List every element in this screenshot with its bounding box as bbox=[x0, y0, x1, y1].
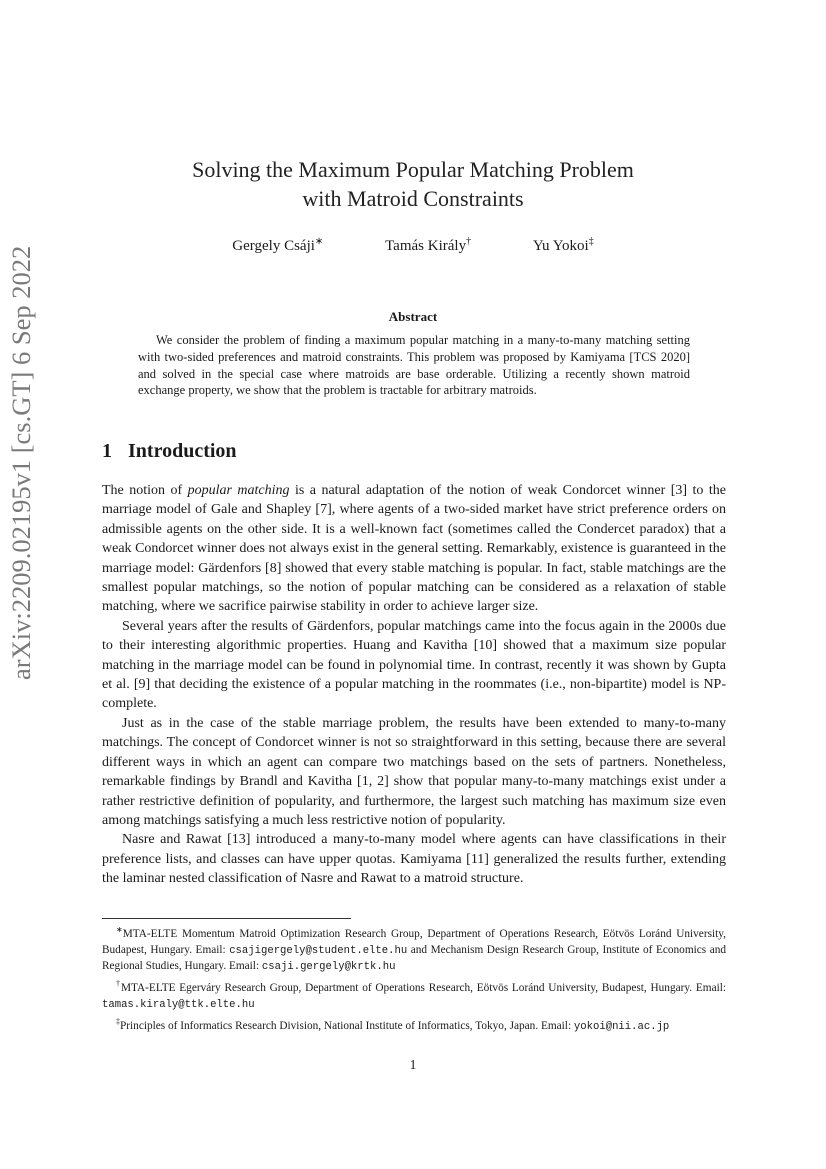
abstract-text: We consider the problem of finding a maximum popular matching in a many-to-many matching setting with two-sided preferences and matroid constraints. This problem was proposed by Kamiyama [TCS 2020] and solved in the special case where matroids are base orderable. Utilizing a recently shown matroid exchange property, we show that the problem is tractable for arbitrary matroids. bbox=[138, 333, 690, 398]
footnote: †MTA-ELTE Egerváry Research Group, Department of Operations Research, Eötvös Loránd University, Budapest, Hungary. Email: tamas.kiraly@ttk.elte.hu bbox=[102, 979, 727, 1011]
affiliation-mark: ∗ bbox=[314, 236, 324, 247]
page-number: 1 bbox=[409, 1057, 417, 1072]
footnotes bbox=[102, 922, 726, 1035]
paragraph: Nasre and Rawat [13] introduced a many-to-many model where agents can have classifications in their preference lists, and classes can have upper quotas. Kamiyama [11] generalized the results further, extending the laminar nested classification of Nasre and Rawat to a matroid structure. bbox=[102, 832, 726, 887]
email-link[interactable]: csajigergely@student.elte.hu bbox=[229, 944, 408, 957]
author: Tamás Király† bbox=[385, 236, 472, 254]
footnote: ∗MTA-ELTE Momentum Matroid Optimization Research Group, Department of Operations Research, Eötvös Loránd University, Budapest, Hungary. Email: csajigergely@student.elte.hu and Mechanism Design Research Group, Institute of Economics and Regional Studies, Hungary. Email: csaji.gergely@krtk.hu bbox=[102, 925, 726, 974]
paragraph: Several years after the results of Gärdenfors, popular matchings came into the focus again in the 2000s due to their interesting algorithmic properties. Huang and Kavitha [10] showed that a maximum size popular matching in the marriage model can be found in polynomial time. In contrast, recently it was shown by Gupta et al. [9] that deciding the existence of a popular matching in the roommates (i.e., non-bipartite) model is NP-complete. bbox=[102, 618, 726, 712]
footnote-divider bbox=[102, 918, 351, 919]
email-link[interactable]: tamas.kiraly@ttk.elte.hu bbox=[102, 998, 255, 1011]
paper-title bbox=[100, 155, 726, 213]
arxiv-identifier-stamp: arXiv:2209.02195v1 [cs.GT] 6 Sep 2022 bbox=[6, 245, 36, 680]
affiliation-mark: ‡ bbox=[588, 236, 594, 247]
title-line-2: with Matroid Constraints bbox=[302, 186, 524, 211]
section-heading bbox=[102, 440, 237, 463]
title-line-1: Solving the Maximum Popular Matching Problem bbox=[192, 157, 634, 182]
section-title: Introduction bbox=[128, 440, 237, 462]
affiliation-mark: † bbox=[466, 236, 472, 247]
author: Yu Yokoi‡ bbox=[532, 236, 594, 254]
paragraph: Just as in the case of the stable marriage problem, the results have been extended to many-to-many matchings. The concept of Condorcet winner is not so straightforward in this setting, because there are several different ways in which an agent can compare two matchings based on the sets of partners. Nonetheless, remarkable findings by Brandl and Kavitha [1, 2] show that popular many-to-many matchings exist under a rather restrictive definition of popularity, and furthermore, the largest such matching has maximum size even among matchings satisfying a much less restrictive notion of popularity. bbox=[102, 715, 726, 828]
emphasized-term: popular matching bbox=[187, 483, 290, 498]
email-link[interactable]: csaji.gergely@krtk.hu bbox=[261, 961, 396, 974]
section-number: 1 bbox=[102, 440, 112, 462]
body-text bbox=[102, 481, 726, 889]
author-list bbox=[100, 236, 726, 255]
paragraph: The notion of popular matching is a natural adaptation of the notion of weak Condorcet winner [3] to the marriage model of Gale and Shapley [7], where agents of a two-sided market have strict preference orders on admissible agents on the other side. It is a well-known fact (sometimes called the Condercet paradox) that a weak Condorcet winner does not always exist in the general setting. Remarkably, existence is guaranteed in the marriage model: Gärdenfors [8] showed that every stable matching is popular. In fact, stable matchings are the smallest popular matchings, so the notion of popular matching can be considered as a relaxation of stable matching, where we sacrifice pairwise stability in order to achieve larger size. bbox=[102, 483, 726, 615]
abstract-heading: Abstract bbox=[388, 309, 438, 324]
footnote: ‡Principles of Informatics Research Division, National Institute of Informatics, Tokyo, Japan. Email: yokoi@nii.ac.jp bbox=[116, 1016, 670, 1033]
email-link[interactable]: yokoi@nii.ac.jp bbox=[573, 1020, 670, 1033]
author: Gergely Csáji∗ bbox=[232, 236, 324, 254]
